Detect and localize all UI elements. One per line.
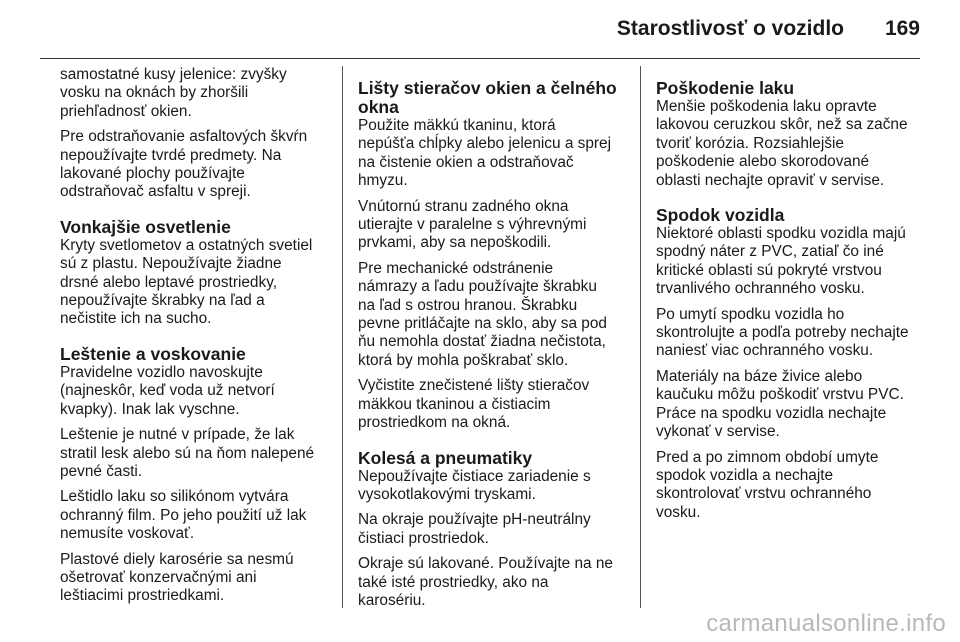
- paragraph: Menšie poškodenia laku opravte lakovou ceruzkou skôr, než sa začne tvoriť korózia. Rozsiahlejšie poškodenie alebo skorodované oblasti nechajte opraviť v servise.: [656, 98, 908, 189]
- paragraph: Nepoužívajte čistiace zariadenie s vysokotlakovými tryskami.: [358, 467, 591, 503]
- paragraph: Pravidelne vozidlo navoskujte (najneskôr, keď voda už netvorí kvapky). Inak lak vyschne.: [60, 363, 275, 418]
- paragraph: Niektoré oblasti spodku vozidla majú spodný náter z PVC, zatiaľ čo iné kritické oblasti sú pokryté vrstvou trvanlivého ochranného vosku.: [656, 225, 906, 298]
- paragraph: Okraje sú lakované. Používajte na ne také isté prostriedky, ako na karosériu.: [358, 555, 613, 609]
- paragraph: Kryty svetlometov a ostatných svetiel sú z plastu. Nepoužívajte žiadne drsné alebo leptavé prostriedky, nepoužívajte škrabky na ľad a nečistite ich na sucho.: [60, 236, 313, 328]
- section-heading: Poškodenie laku: [656, 78, 795, 98]
- paragraph: Leštidlo laku so silikónom vytvára ochranný film. Po jeho použití už lak nemusíte voskovať.: [60, 488, 307, 543]
- paragraph: Pre odstraňovanie asfaltových škvŕn nepoužívajte tvrdé predmety. Na lakované plochy používajte odstraňovač asfaltu v spreji.: [60, 128, 308, 201]
- paragraph: Plastové diely karosérie sa nesmú ošetrovať konzervačnými ani leštiacimi prostriedkami.: [60, 550, 294, 605]
- paragraph: samostatné kusy jelenice: zvyšky vosku na oknách by zhoršili priehľadnosť okien.: [60, 66, 287, 120]
- section-heading: Lišty stieračov okien a čelného okna: [358, 78, 617, 117]
- section-heading: Spodok vozidla: [656, 205, 785, 226]
- header-rule: [40, 58, 920, 59]
- text-column-3: [656, 66, 920, 529]
- page-number: 169: [884, 17, 920, 40]
- paragraph: Vyčistite znečistené lišty stieračov mäkkou tkaninou a čistiacim prostriedkom na okná.: [358, 377, 590, 432]
- paragraph: Materiály na báze živice alebo kaučuku môžu poškodiť vrstvu PVC. Práce na spodku vozidla nechajte vykonať v servise.: [656, 367, 904, 441]
- column-divider: [640, 66, 641, 608]
- column-divider: [342, 66, 343, 608]
- watermark: carmanualsonline.info: [706, 610, 946, 637]
- paragraph: Použite mäkkú tkaninu, ktorá nepúšťa chĺpky alebo jelenicu a sprej na čistenie okien a odstraňovač hmyzu.: [358, 117, 612, 190]
- page-header: [0, 0, 960, 54]
- paragraph: Po umytí spodku vozidla ho skontrolujte a podľa potreby nechajte naniesť viac ochranného vosku.: [656, 305, 909, 360]
- section-title: Starostlivosť o vozidlo: [616, 17, 844, 40]
- paragraph: Leštenie je nutné v prípade, že lak stratil lesk alebo sú na ňom nalepené pevné časti.: [60, 426, 315, 480]
- section-heading: Vonkajšie osvetlenie: [60, 216, 231, 237]
- text-column-2: [358, 66, 622, 617]
- paragraph: Pred a po zimnom období umyte spodok vozidla a nechajte skontrolovať vrstvu ochranného vosku.: [656, 448, 879, 521]
- section-heading: Leštenie a voskovanie: [60, 343, 246, 364]
- paragraph: Vnútornú stranu zadného okna utierajte v paralelne s výhrevnými prvkami, aby sa nepoškodili.: [358, 197, 587, 252]
- text-column-1: [60, 66, 324, 613]
- paragraph: Na okraje používajte pH-neutrálny čistiaci prostriedok.: [358, 511, 591, 547]
- section-heading: Kolesá a pneumatiky: [358, 447, 533, 468]
- paragraph: Pre mechanické odstránenie námrazy a ľadu používajte škrabku na ľad s ostrou hranou. Škrabku pevne pritláčajte na sklo, aby sa pod ňu nemohla dostať žiadna nečistota, ktorá by mohla poškrabať sklo.: [358, 259, 607, 369]
